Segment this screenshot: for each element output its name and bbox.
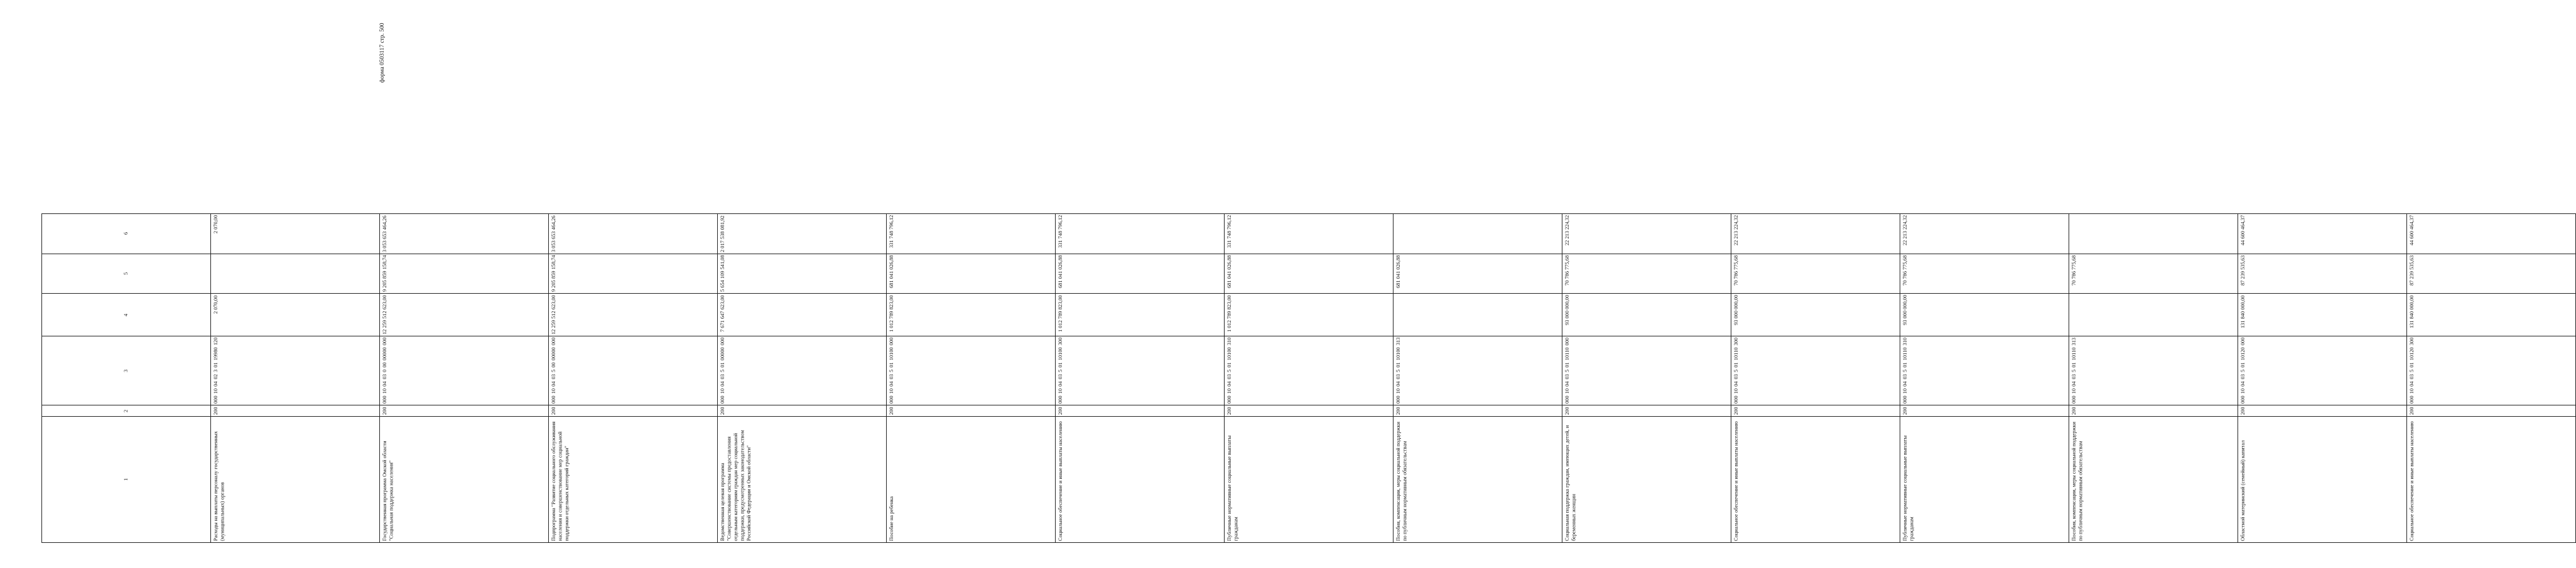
row-line-code: 200 bbox=[1056, 405, 1225, 417]
row-budget-code: 000 10 04 03 5 01 10110 300 bbox=[1731, 336, 1900, 405]
table-row bbox=[380, 214, 549, 543]
row-executed: 87 239 535,63 bbox=[2407, 254, 2576, 294]
header-col-5: 5 bbox=[42, 254, 211, 294]
row-approved: 93 000 000,00 bbox=[1731, 294, 1900, 336]
row-budget-code: 000 10 04 03 5 01 00000 000 bbox=[718, 336, 887, 405]
row-budget-code: 000 10 04 02 3 01 19980 120 bbox=[211, 336, 380, 405]
row-unexecuted: 2 070,00 bbox=[211, 214, 380, 254]
row-executed: 9 205 859 158,74 bbox=[380, 254, 549, 294]
row-executed: 70 786 775,68 bbox=[1731, 254, 1900, 294]
header-col-4: 4 bbox=[42, 294, 211, 336]
row-executed: 681 041 026,88 bbox=[887, 254, 1056, 294]
row-unexecuted: 3 053 653 464,26 bbox=[380, 214, 549, 254]
row-name: Ведомственная целевая программа "Совершенствование системы предоставления отдельным категориям граждан мер социальной поддержки, предусмотренных законодательством Российской Федерации и Омской области" bbox=[718, 417, 887, 543]
row-name: Социальная поддержка граждан, имеющих детей, и беременных женщин bbox=[1562, 417, 1731, 543]
row-executed: 681 041 026,88 bbox=[1394, 254, 1562, 294]
expenditure-table bbox=[41, 213, 2576, 543]
table-row bbox=[1394, 214, 1562, 543]
row-executed: 681 041 026,88 bbox=[1225, 254, 1394, 294]
row-line-code: 200 bbox=[1900, 405, 2069, 417]
row-budget-code: 000 10 04 03 5 01 10100 310 bbox=[1225, 336, 1394, 405]
row-line-code: 200 bbox=[1394, 405, 1562, 417]
row-line-code: 200 bbox=[2407, 405, 2576, 417]
row-line-code: 200 bbox=[1562, 405, 1731, 417]
row-name: Социальное обеспечение и иные выплаты населению bbox=[1731, 417, 1900, 543]
header-row bbox=[42, 214, 211, 543]
table-row bbox=[549, 214, 718, 543]
row-approved: 1 012 789 823,00 bbox=[1056, 294, 1225, 336]
table-row bbox=[211, 214, 380, 543]
row-approved: 131 840 000,00 bbox=[2407, 294, 2576, 336]
row-unexecuted: 2 017 538 081,92 bbox=[718, 214, 887, 254]
row-unexecuted: 44 600 464,37 bbox=[2238, 214, 2407, 254]
row-name: Областной материнский (семейный) капитал bbox=[2238, 417, 2407, 543]
row-budget-code: 000 10 04 03 5 00 00000 000 bbox=[549, 336, 718, 405]
row-name: Государственная программа Омской области "Социальная поддержка населения" bbox=[380, 417, 549, 543]
row-executed: 5 654 109 541,08 bbox=[718, 254, 887, 294]
row-unexecuted: 331 748 796,12 bbox=[1056, 214, 1225, 254]
row-line-code: 200 bbox=[380, 405, 549, 417]
row-line-code: 200 bbox=[718, 405, 887, 417]
table-row bbox=[1562, 214, 1731, 543]
row-approved: 12 259 512 623,00 bbox=[380, 294, 549, 336]
row-line-code: 200 bbox=[549, 405, 718, 417]
row-unexecuted: 22 213 224,32 bbox=[1900, 214, 2069, 254]
row-executed: 70 786 775,68 bbox=[2069, 254, 2238, 294]
row-name: Публичные нормативные социальные выплаты гражданам bbox=[1225, 417, 1394, 543]
row-name: Пособия, компенсации, меры социальной поддержки по публичным нормативным обязательствам bbox=[2069, 417, 2238, 543]
row-line-code: 200 bbox=[2069, 405, 2238, 417]
row-executed: 87 239 535,63 bbox=[2238, 254, 2407, 294]
row-executed: 70 786 775,68 bbox=[1900, 254, 2069, 294]
row-approved: 93 000 000,00 bbox=[1900, 294, 2069, 336]
row-unexecuted: 3 053 653 464,26 bbox=[549, 214, 718, 254]
row-budget-code: 000 10 04 03 5 01 10110 310 bbox=[1900, 336, 2069, 405]
row-approved: 7 671 647 623,00 bbox=[718, 294, 887, 336]
row-unexecuted bbox=[2069, 214, 2238, 254]
row-unexecuted: 331 748 796,12 bbox=[887, 214, 1056, 254]
table-row bbox=[2069, 214, 2238, 543]
row-budget-code: 000 10 04 03 5 01 10120 000 bbox=[2238, 336, 2407, 405]
row-unexecuted: 331 748 796,12 bbox=[1225, 214, 1394, 254]
table-row bbox=[1731, 214, 1900, 543]
row-name: Подпрограмма "Развитие социального обслуживания населения и совершенствование мер социальной поддержки отдельных категорий граждан" bbox=[549, 417, 718, 543]
row-budget-code: 000 10 04 03 5 01 10110 000 bbox=[1562, 336, 1731, 405]
row-executed: 681 041 026,88 bbox=[1056, 254, 1225, 294]
row-budget-code: 000 10 04 03 5 01 10110 313 bbox=[2069, 336, 2238, 405]
table-row bbox=[1900, 214, 2069, 543]
table-row bbox=[718, 214, 887, 543]
row-budget-code: 000 10 04 03 5 01 10100 000 bbox=[887, 336, 1056, 405]
row-executed: 70 786 775,68 bbox=[1562, 254, 1731, 294]
row-name: Социальное обеспечение и иные выплаты населению bbox=[1056, 417, 1225, 543]
row-approved: 1 012 789 823,00 bbox=[1225, 294, 1394, 336]
header-col-6: 6 bbox=[42, 214, 211, 254]
row-executed: 9 205 859 158,74 bbox=[549, 254, 718, 294]
row-line-code: 200 bbox=[1731, 405, 1900, 417]
row-unexecuted: 22 213 224,32 bbox=[1562, 214, 1731, 254]
row-line-code: 200 bbox=[211, 405, 380, 417]
header-col-1: 1 bbox=[42, 417, 211, 543]
row-line-code: 200 bbox=[2238, 405, 2407, 417]
header-col-2: 2 bbox=[42, 405, 211, 417]
row-approved: 93 000 000,00 bbox=[1562, 294, 1731, 336]
row-name: Расходы на выплаты персоналу государственных (муниципальных) органов bbox=[211, 417, 380, 543]
row-approved: 1 012 789 823,00 bbox=[887, 294, 1056, 336]
row-name: Социальное обеспечение и иные выплаты населению bbox=[2407, 417, 2576, 543]
row-name: Пособия, компенсации, меры социальной поддержки по публичным нормативным обязательствам bbox=[1394, 417, 1562, 543]
row-budget-code: 000 10 04 03 5 01 10120 300 bbox=[2407, 336, 2576, 405]
row-approved bbox=[1394, 294, 1562, 336]
row-budget-code: 000 10 04 03 5 01 10100 300 bbox=[1056, 336, 1225, 405]
row-approved: 131 840 000,00 bbox=[2238, 294, 2407, 336]
row-unexecuted: 22 213 224,32 bbox=[1731, 214, 1900, 254]
row-name: Пособие на ребенка bbox=[887, 417, 1056, 543]
row-budget-code: 000 10 04 03 0 00 00000 000 bbox=[380, 336, 549, 405]
table-body bbox=[42, 214, 2576, 543]
table-row bbox=[2238, 214, 2407, 543]
row-line-code: 200 bbox=[887, 405, 1056, 417]
row-approved: 12 259 512 623,00 bbox=[549, 294, 718, 336]
row-unexecuted bbox=[1394, 214, 1562, 254]
header-col-3: 3 bbox=[42, 336, 211, 405]
table-row bbox=[887, 214, 1056, 543]
form-reference: форма 0503117 стр. 500 bbox=[379, 23, 386, 83]
row-unexecuted: 44 600 464,37 bbox=[2407, 214, 2576, 254]
row-name: Публичные нормативные социальные выплаты гражданам bbox=[1900, 417, 2069, 543]
row-approved: 2 070,00 bbox=[211, 294, 380, 336]
row-budget-code: 000 10 04 03 5 01 10100 313 bbox=[1394, 336, 1562, 405]
row-line-code: 200 bbox=[1225, 405, 1394, 417]
table-row bbox=[1056, 214, 1225, 543]
row-approved bbox=[2069, 294, 2238, 336]
table-row bbox=[2407, 214, 2576, 543]
row-executed bbox=[211, 254, 380, 294]
table-row bbox=[1225, 214, 1394, 543]
